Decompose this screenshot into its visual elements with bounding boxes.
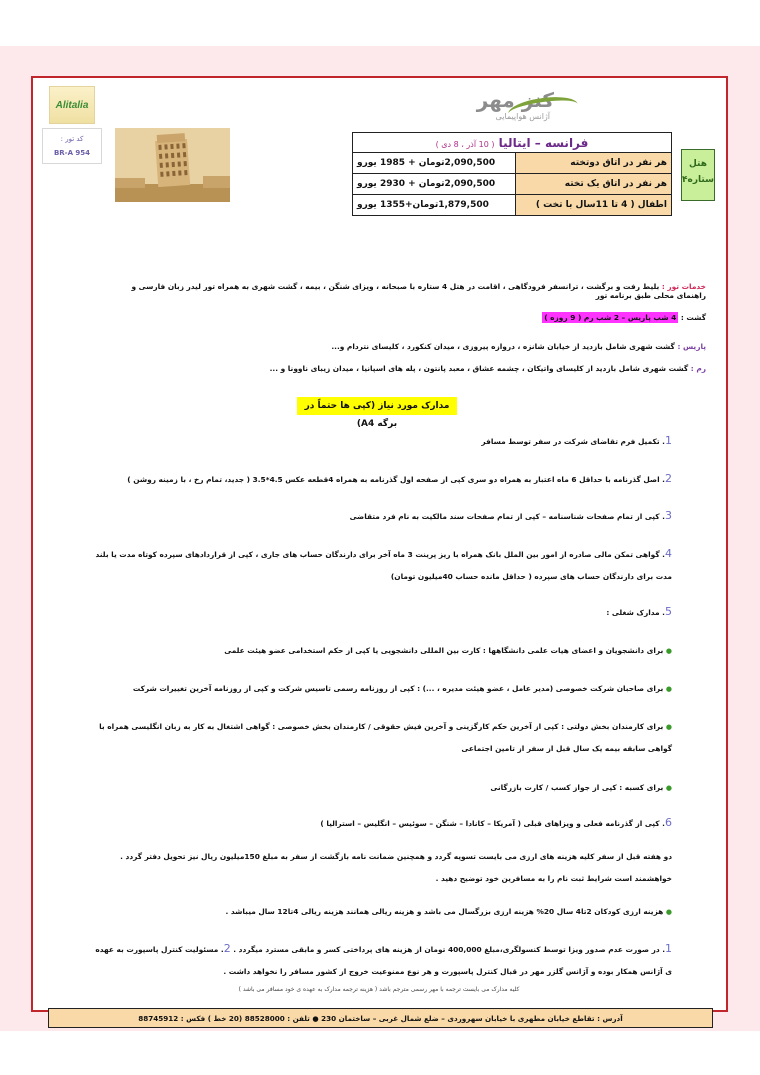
agency-subtitle: آژانس هواپیمایی [495, 112, 550, 121]
bullet-icon: ● [665, 685, 672, 693]
rome-label: رم : [690, 364, 706, 373]
job-document-item [92, 640, 672, 662]
hotel-badge-line: ۴ستاره [682, 175, 714, 185]
tour-dates: ( 10 آذر ، 8 دی ) [435, 139, 495, 149]
address-footer: آدرس : تقاطع خیابان مطهری با خیابان سهروردی – ضلع شمال غربی – ساختمان 230 ● تلفن : 88528000 (20 خط ) فکس : 88745912 [48, 1008, 713, 1028]
item-text: برای کارمندان بخش دولتی : کپی از آخرین حکم کارگزینی و آخرین فیش حقوقی / کارمندان بخش خصوصی : گواهی اشتغال به کار به زبان انگلیسی همراه با گواهی سابقه بیمه یک سال قبل از سفر از تامین اجتماعی [99, 722, 672, 753]
tour-code-value: BR-A 954 [53, 149, 91, 157]
page-background [0, 46, 760, 1031]
document-item [92, 430, 672, 453]
item-text: برای کسبه : کپی از جواز کسب / کارت بازرگانی [490, 783, 664, 792]
translation-footnote: کلیه مدارک می بایست ترجمه با مهر رسمی مترجم باشد ( هزینه ترجمه مدارک به عهده ی خود مسافر می باشد ) [104, 982, 654, 998]
room-type: اطفال ( 4 تا 11سال با تخت ) [516, 195, 672, 216]
itinerary-line [106, 313, 706, 322]
room-price: 2,090,500تومان + 2930 یورو [353, 174, 516, 195]
rome-tour [106, 364, 706, 373]
item-number: 3 [665, 509, 672, 522]
price-table [352, 132, 672, 216]
item-text: برای صاحبان شرکت خصوصی (مدیر عامل ، عضو هیئت مدیره ، ...) : کپی از روزنامه رسمی تاسیس شرکت و کپی از روزنامه آخرین تغییرات شرکت [132, 684, 664, 693]
document-item [92, 468, 672, 491]
room-type: هر نفر در اتاق یک تخته [516, 174, 672, 195]
responsibility-text: . مسئولیت کنترل پاسپورت به عهده ی آژانس همکار بوده و آژانس گلزر مهر در قبال کنترل پاسپورت و هر نوع ممنوعیت خروج از کشور مسافر را نخواهد داشت . [95, 945, 672, 976]
document-item [92, 505, 672, 528]
tour-services [106, 282, 706, 300]
item-number: 5 [665, 605, 672, 618]
paris-tour [106, 342, 706, 351]
paris-label: پاریس : [677, 342, 706, 351]
job-document-item [92, 777, 672, 799]
alitalia-logo: Alitalia [49, 86, 95, 124]
bullet-icon: ● [665, 908, 672, 916]
document-item [92, 543, 672, 588]
item-number: 1 [665, 942, 672, 955]
table-row [353, 153, 672, 174]
agency-name: کنز مهر [476, 88, 554, 112]
document-item [92, 812, 672, 835]
bullet-icon: ● [665, 723, 672, 731]
item-number: 6 [665, 816, 672, 829]
item-text: . اصل گذرنامه با حداقل 6 ماه اعتبار به همراه دو سری کپی از صفحه اول گذرنامه به همراه 4قطعه عکس 4.5*3.5 ( جدید، تمام رخ ، با زمینه روشن ) [127, 475, 665, 484]
room-type: هر نفر در اتاق دوتخته [516, 153, 672, 174]
services-label: خدمات تور : [661, 282, 706, 291]
child-text: هزینه ارزی کودکان 2تا4 سال 20% هزینه ارزی بزرگسال می باشد و هزینه ریالی همانند هزینه ریالی 4تا12 سال میباشد . [225, 907, 664, 916]
job-document-item [92, 716, 672, 760]
tour-title-cell [353, 133, 672, 153]
table-row [353, 195, 672, 216]
item-text: برای دانشجویان و اعضای هیات علمی دانشگاهها : کارت بین المللی دانشجویی یا کپی از حکم استخدامی عضو هیئت علمی [224, 646, 664, 655]
item-text: . کپی از تمام صفحات شناسنامه – کپی از تمام صفحات سند مالکیت به نام فرد متقاضی [349, 512, 665, 521]
hotel-badge-line: هتل [689, 159, 707, 169]
agency-logo [390, 84, 590, 132]
documents-heading: مدارک مورد نیاز (کپی ها حتماً در برگه A4) [297, 397, 457, 415]
item-text: . تکمیل فرم تقاضای شرکت در سفر توسط مسافر [481, 437, 665, 446]
refund-text: . در صورت عدم صدور ویزا توسط کنسولگری،مبلغ 400,000 تومان از هزینه های پرداختی کسر و مابقی مسترد میگردد . [233, 945, 665, 954]
job-document-item [92, 678, 672, 700]
paris-text: گشت شهری شامل بازدید از خیابان شانزه ، دروازه پیروزی ، میدان کنکورد ، کلیسای نتردام و... [331, 342, 675, 351]
item-number: 2 [223, 942, 231, 955]
services-text: بلیط رفت و برگشت ، ترانسفر فرودگاهی ، اقامت در هتل 4 ستاره با صبحانه ، ویزای شنگن ، بیمه ، گشت شهری به همراه تور لیدر زبان فارسی و راهنمای محلی طبق برنامه تور [131, 282, 706, 300]
room-price: 1,879,500تومان+1355 یورو [353, 195, 516, 216]
item-text: . کپی از گذرنامه فعلی و ویزاهای قبلی ( آمریکا – کانادا – شنگن – سوئیس – انگلیس – استرالیا ) [320, 819, 665, 828]
item-number: 2 [665, 472, 672, 485]
pisa-tower-photo [115, 128, 230, 202]
tour-title: فرانسه – ایتالیا [498, 135, 589, 150]
item-number: 1 [665, 434, 672, 447]
item-number: 4 [665, 547, 672, 560]
document-item [92, 601, 672, 624]
hotel-rating-badge [681, 149, 715, 201]
deposit-text: دو هفته قبل از سفر کلیه هزینه های ارزی می بایست تسویه گردد و همچنین ضمانت نامه بازگشت از سفر به مبلغ 150میلیون ریال نیز تحویل دفتر گردد . خواهشمند است شرایط ثبت نام را به مسافرین خود توضیح دهید . [120, 852, 672, 883]
itinerary-prefix: گشت : [680, 313, 706, 322]
bullet-icon: ● [665, 647, 672, 655]
child-price-note [92, 901, 672, 923]
item-text: . گواهی تمکن مالی صادره از امور بین الملل بانک همراه با ریز پرینت 3 ماه آخر برای دارندگان حساب های جاری ، کپی از قراردادهای سپرده کوتاه مدت یا بلند مدت برای دارندگان حساب های سپرده ( حداقل مانده حساب 40میلیون تومان) [95, 550, 672, 581]
bullet-icon: ● [665, 784, 672, 792]
item-text: . مدارک شغلی : [606, 608, 665, 617]
itinerary-highlight: 4 شب پاریس – 2 شب رم ( 9 روزه ) [544, 313, 677, 322]
rome-text: گشت شهری شامل بازدید از کلیسای واتیکان ، چشمه عشاق ، معبد پانتون ، پله های اسپانیا ، میدان زیبای ناوونا و ... [269, 364, 689, 373]
refund-note [92, 938, 672, 983]
table-row [353, 174, 672, 195]
deposit-note [92, 846, 672, 890]
tour-code-box [42, 128, 102, 164]
tour-code-label: کد تور : [60, 135, 84, 143]
room-price: 2,090,500تومان + 1985 یورو [353, 153, 516, 174]
